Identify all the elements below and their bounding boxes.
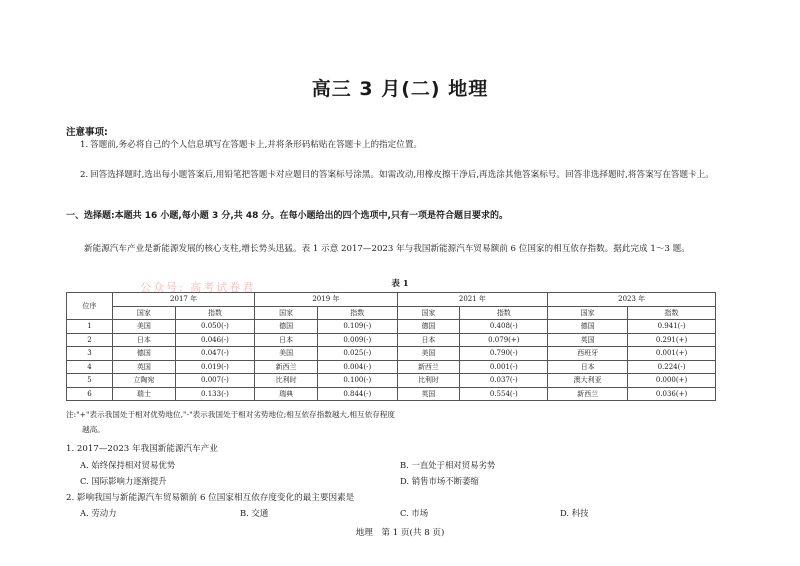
table-row xyxy=(67,320,716,334)
year-header: 2017 年 xyxy=(112,293,254,307)
question-stem: 1. 2017—2023 年我国新能源汽车产业 xyxy=(66,444,218,454)
page-footer: 地理 第 1 页(共 8 页) xyxy=(355,528,445,538)
year-header: 2019 年 xyxy=(255,293,397,307)
index-cell: 0.291(+) xyxy=(628,333,716,347)
table-row xyxy=(67,360,716,374)
rank-cell: 1 xyxy=(67,320,113,334)
table-note xyxy=(66,407,736,437)
data-table xyxy=(66,292,716,401)
country-cell: 日本 xyxy=(548,360,628,374)
watermark: 公众号: 高考试卷君 xyxy=(140,281,256,294)
question-option: B. 交通 xyxy=(240,508,269,518)
index-cell: 0.554(-) xyxy=(460,387,548,401)
question-option: A. 始终保持相对贸易优势 xyxy=(80,460,176,470)
country-cell: 德国 xyxy=(397,320,460,334)
question-option: A. 劳动力 xyxy=(80,508,117,518)
country-cell: 日本 xyxy=(255,333,318,347)
index-header: 指数 xyxy=(318,306,397,320)
table-year-header-row xyxy=(67,293,716,307)
index-cell: 0.046(-) xyxy=(175,333,254,347)
country-cell: 英国 xyxy=(397,387,460,401)
index-cell: 0.224(-) xyxy=(628,360,716,374)
table-row xyxy=(67,387,716,401)
index-cell: 0.036(+) xyxy=(628,387,716,401)
rank-header: 位序 xyxy=(67,293,113,320)
country-header: 国家 xyxy=(397,306,460,320)
table-row xyxy=(67,374,716,388)
notice-item-number: 2. xyxy=(80,170,89,180)
country-cell: 德国 xyxy=(255,320,318,334)
country-cell: 瑞士 xyxy=(112,387,175,401)
notice-item-text: 回答选择题时,选出每小题答案后,用铅笔把答题卡对应题目的答案标号涂黑。如需改动,用橡皮擦干净后,再选涂其他答案标号。回答非选择题时,将答案写在答题卡上。 xyxy=(90,170,714,180)
index-cell: 0.047(-) xyxy=(175,347,254,361)
country-header: 国家 xyxy=(112,306,175,320)
table-row xyxy=(67,347,716,361)
country-cell: 新西兰 xyxy=(397,360,460,374)
country-cell: 英国 xyxy=(548,333,628,347)
country-cell: 日本 xyxy=(112,333,175,347)
country-cell: 比利时 xyxy=(255,374,318,388)
index-cell: 0.844(-) xyxy=(318,387,397,401)
table-note-line: 注:"+"表示我国处于相对优势地位,"-"表示我国处于相对劣势地位;相互依存指数越大,相互依存程度 xyxy=(66,410,395,419)
index-header: 指数 xyxy=(175,306,254,320)
index-cell: 0.941(-) xyxy=(628,320,716,334)
country-cell: 美国 xyxy=(397,347,460,361)
country-cell: 德国 xyxy=(112,347,175,361)
country-cell: 英国 xyxy=(112,360,175,374)
table-row xyxy=(67,333,716,347)
index-cell: 0.109(-) xyxy=(318,320,397,334)
rank-cell: 2 xyxy=(67,333,113,347)
rank-cell: 6 xyxy=(67,387,113,401)
country-cell: 立陶宛 xyxy=(112,374,175,388)
index-cell: 0.000(+) xyxy=(628,374,716,388)
index-cell: 0.019(-) xyxy=(175,360,254,374)
rank-cell: 3 xyxy=(67,347,113,361)
index-cell: 0.079(+) xyxy=(460,333,548,347)
notice-heading: 注意事项: xyxy=(66,127,108,138)
notice-item xyxy=(80,138,730,152)
country-cell: 西班牙 xyxy=(548,347,628,361)
question-stem: 2. 影响我国与新能源汽车贸易额前 6 位国家相互依存度变化的最主要因素是 xyxy=(66,493,355,503)
country-header: 国家 xyxy=(255,306,318,320)
country-cell: 澳大利亚 xyxy=(548,374,628,388)
index-cell: 0.133(-) xyxy=(175,387,254,401)
year-header: 2021 年 xyxy=(397,293,548,307)
notice-item-text: 答题前,务必将自己的个人信息填写在答题卡上,并将条形码粘贴在答题卡上的指定位置。 xyxy=(90,140,423,150)
section-heading: 一、选择题:本题共 16 小题,每小题 3 分,共 48 分。在每小题给出的四个选项中,只有一项是符合题目要求的。 xyxy=(66,211,508,221)
table-subheader-row xyxy=(67,306,716,320)
country-cell: 比利时 xyxy=(397,374,460,388)
question-option: C. 国际影响力逐渐提升 xyxy=(80,476,167,486)
question-option: C. 市场 xyxy=(400,508,429,518)
index-cell: 0.790(-) xyxy=(460,347,548,361)
index-cell: 0.050(-) xyxy=(175,320,254,334)
index-cell: 0.004(-) xyxy=(318,360,397,374)
index-cell: 0.037(-) xyxy=(460,374,548,388)
notice-item xyxy=(80,168,730,182)
question-option: D. 销售市场不断萎缩 xyxy=(400,476,479,486)
rank-cell: 4 xyxy=(67,360,113,374)
table-note-line: 越高。 xyxy=(82,425,105,434)
question-option: B. 一直处于相对贸易劣势 xyxy=(400,460,496,470)
index-cell: 0.100(-) xyxy=(318,374,397,388)
country-cell: 新西兰 xyxy=(255,360,318,374)
index-cell: 0.025(-) xyxy=(318,347,397,361)
country-cell: 新西兰 xyxy=(548,387,628,401)
year-header: 2023 年 xyxy=(548,293,716,307)
country-cell: 日本 xyxy=(397,333,460,347)
index-cell: 0.001(-) xyxy=(460,360,548,374)
country-header: 国家 xyxy=(548,306,628,320)
index-cell: 0.009(-) xyxy=(318,333,397,347)
question-option: D. 科技 xyxy=(560,508,589,518)
index-cell: 0.001(+) xyxy=(628,347,716,361)
index-header: 指数 xyxy=(460,306,548,320)
rank-cell: 5 xyxy=(67,374,113,388)
page-title: 高三 3 月(二) 地理 xyxy=(311,78,489,100)
index-header: 指数 xyxy=(628,306,716,320)
index-cell: 0.007(-) xyxy=(175,374,254,388)
country-cell: 德国 xyxy=(548,320,628,334)
notice-item-number: 1. xyxy=(80,140,89,150)
intro-paragraph: 新能源汽车产业是新能源发展的核心支柱,增长势头迅猛。表 1 示意 2017—2023 年与我国新能源汽车贸易额前 6 位国家的相互依存指数。据此完成 1～3 题。 xyxy=(84,244,690,254)
country-cell: 美国 xyxy=(255,347,318,361)
index-cell: 0.408(-) xyxy=(460,320,548,334)
country-cell: 瑞典 xyxy=(255,387,318,401)
country-cell: 美国 xyxy=(112,320,175,334)
table-caption: 表 1 xyxy=(391,279,409,289)
